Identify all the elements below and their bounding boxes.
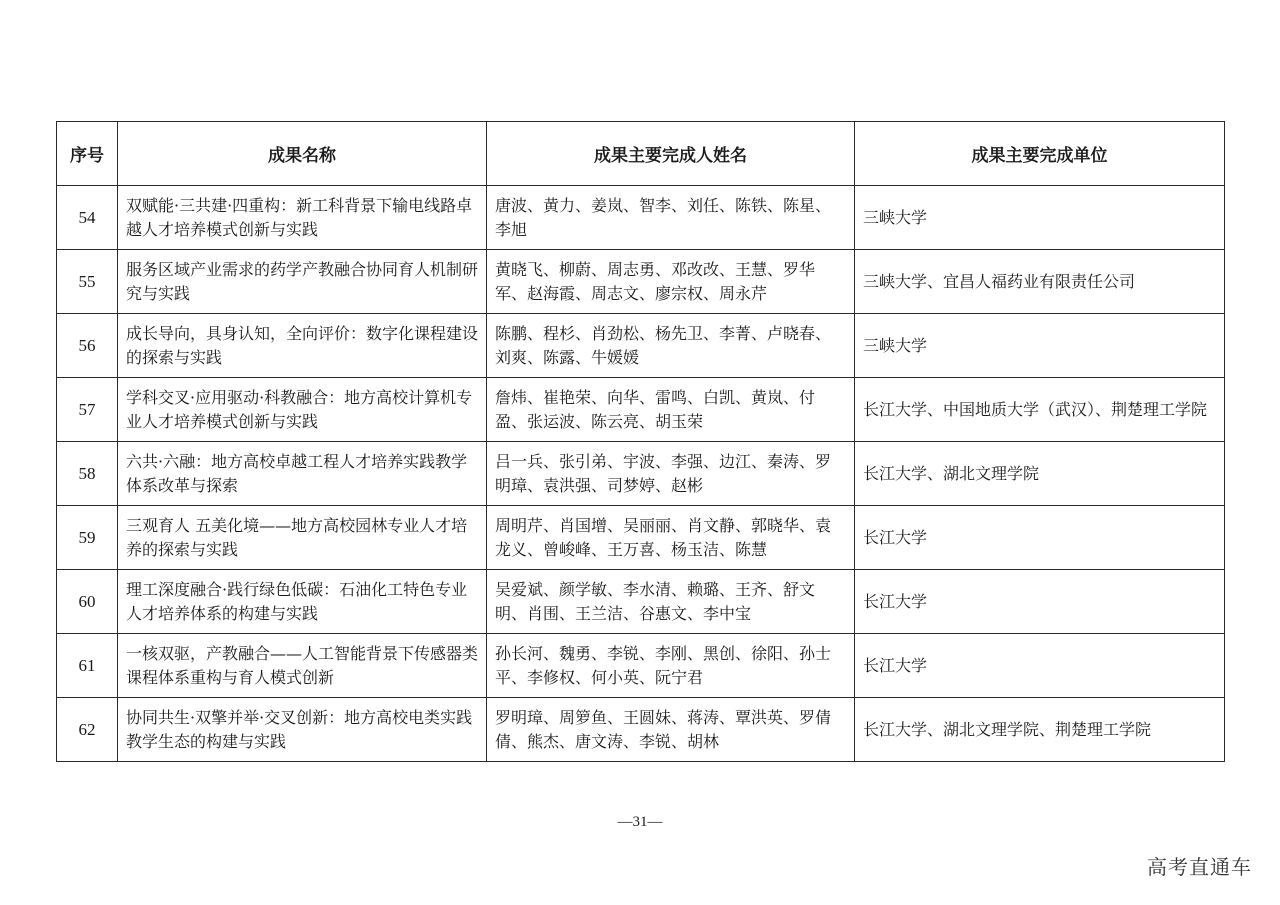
achievement-unit: 长江大学 xyxy=(855,506,1225,570)
achievement-people: 唐波、黄力、姜岚、智李、刘任、陈铁、陈星、李旭 xyxy=(487,186,855,250)
achievement-people: 罗明璋、周箩鱼、王圆妹、蒋涛、覃洪英、罗倩倩、熊杰、唐文涛、李锐、胡林 xyxy=(487,698,855,762)
achievement-unit: 三峡大学、宜昌人福药业有限责任公司 xyxy=(855,250,1225,314)
achievement-title: 六共·六融：地方高校卓越工程人才培养实践教学体系改革与探索 xyxy=(118,442,487,506)
achievement-title: 双赋能·三共建·四重构：新工科背景下输电线路卓越人才培养模式创新与实践 xyxy=(118,186,487,250)
achievement-unit: 长江大学、中国地质大学（武汉）、荆楚理工学院 xyxy=(855,378,1225,442)
achievement-unit: 长江大学、湖北文理学院、荆楚理工学院 xyxy=(855,698,1225,762)
row-number: 55 xyxy=(57,250,118,314)
table-row xyxy=(57,186,1225,250)
row-number: 58 xyxy=(57,442,118,506)
table-header xyxy=(57,122,1225,186)
row-number: 61 xyxy=(57,634,118,698)
achievement-unit: 长江大学 xyxy=(855,570,1225,634)
achievement-title: 学科交叉·应用驱动·科教融合：地方高校计算机专业人才培养模式创新与实践 xyxy=(118,378,487,442)
achievement-title: 三观育人 五美化境——地方高校园林专业人才培养的探索与实践 xyxy=(118,506,487,570)
header-row xyxy=(57,122,1225,186)
achievement-people: 黄晓飞、柳蔚、周志勇、邓改改、王慧、罗华军、赵海霞、周志文、廖宗权、周永芹 xyxy=(487,250,855,314)
table-row xyxy=(57,570,1225,634)
achievement-people: 詹炜、崔艳荣、向华、雷鸣、白凯、黄岚、付盈、张运波、陈云亮、胡玉荣 xyxy=(487,378,855,442)
achievement-people: 吴爱斌、颜学敏、李水清、赖璐、王齐、舒文明、肖围、王兰洁、谷惠文、李中宝 xyxy=(487,570,855,634)
row-number: 60 xyxy=(57,570,118,634)
achievement-people: 吕一兵、张引弟、宇波、李强、边江、秦涛、罗明璋、袁洪强、司梦婷、赵彬 xyxy=(487,442,855,506)
achievement-title: 理工深度融合·践行绿色低碳：石油化工特色专业人才培养体系的构建与实践 xyxy=(118,570,487,634)
row-number: 59 xyxy=(57,506,118,570)
table-row xyxy=(57,442,1225,506)
row-number: 56 xyxy=(57,314,118,378)
table-row xyxy=(57,314,1225,378)
watermark: 高考直通车 xyxy=(1147,855,1252,879)
achievement-people: 孙长河、魏勇、李锐、李刚、黑创、徐阳、孙士平、李修权、何小英、阮宁君 xyxy=(487,634,855,698)
header-unit: 成果主要完成单位 xyxy=(855,122,1225,186)
achievement-unit: 长江大学、湖北文理学院 xyxy=(855,442,1225,506)
row-number: 54 xyxy=(57,186,118,250)
header-title: 成果名称 xyxy=(118,122,487,186)
table-row xyxy=(57,698,1225,762)
achievement-title: 一核双驱，产教融合——人工智能背景下传感器类课程体系重构与育人模式创新 xyxy=(118,634,487,698)
achievement-unit: 三峡大学 xyxy=(855,186,1225,250)
page-number: —31— xyxy=(617,814,663,830)
achievement-title: 服务区域产业需求的药学产教融合协同育人机制研究与实践 xyxy=(118,250,487,314)
table-row xyxy=(57,506,1225,570)
achievement-unit: 三峡大学 xyxy=(855,314,1225,378)
achievement-people: 周明芹、肖国增、吴丽丽、肖文静、郭晓华、袁龙义、曾峻峰、王万喜、杨玉洁、陈慧 xyxy=(487,506,855,570)
achievements-table xyxy=(56,121,1225,762)
row-number: 57 xyxy=(57,378,118,442)
table-row xyxy=(57,634,1225,698)
achievement-title: 协同共生·双擎并举·交叉创新：地方高校电类实践教学生态的构建与实践 xyxy=(118,698,487,762)
table-row xyxy=(57,378,1225,442)
achievement-unit: 长江大学 xyxy=(855,634,1225,698)
achievement-title: 成长导向，具身认知，全向评价：数字化课程建设的探索与实践 xyxy=(118,314,487,378)
table-body xyxy=(57,186,1225,762)
achievement-people: 陈鹏、程杉、肖劲松、杨先卫、李菁、卢晓春、刘爽、陈露、牛媛媛 xyxy=(487,314,855,378)
row-number: 62 xyxy=(57,698,118,762)
header-no: 序号 xyxy=(57,122,118,186)
table-row xyxy=(57,250,1225,314)
header-people: 成果主要完成人姓名 xyxy=(487,122,855,186)
